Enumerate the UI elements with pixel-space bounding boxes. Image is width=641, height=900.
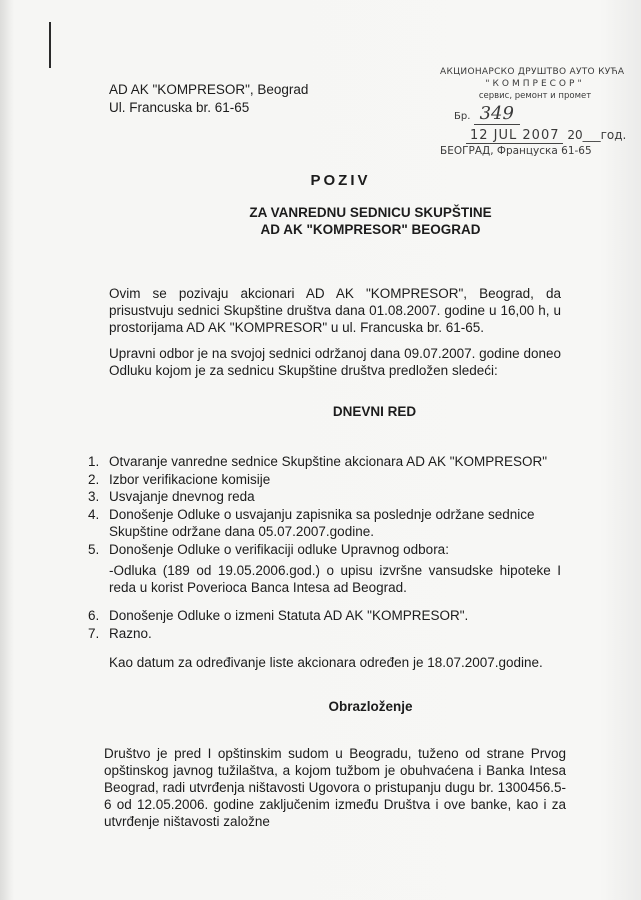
stamp-number-label: Бр. xyxy=(454,111,471,122)
agenda-item: 6. Donošenje Odluke o izmeni Statuta AD AK "KOMPRESOR". xyxy=(88,608,469,623)
record-date-paragraph: Kao datum za određivanje liste akcionara određen je 18.07.2007.godine. xyxy=(109,655,543,670)
stamp-city: БЕОГРАД, Француска 61-65 xyxy=(440,145,592,157)
sender-street: Ul. Francuska br. 61-65 xyxy=(109,100,250,115)
invitation-paragraph: Ovim se pozivaju akcionari AD AK "KOMPRESOR", Beograd, da prisustvuju sednici Skupštine društva dana 01.08.2007. godine u 16,00 h, u prostorijama AD AK "KOMPRESOR" u ul. Francuska br. 61-65. xyxy=(109,286,561,335)
agenda-item: 5. Donošenje Odluke o verifikaciji odluke Upravnog odbora: xyxy=(88,541,449,557)
stamp-year-suffix: 20___год. xyxy=(567,128,627,142)
margin-mark xyxy=(49,22,51,68)
agenda-list xyxy=(88,453,568,558)
board-decision-paragraph: Upravni odbor je na svojoj sednici održanoj dana 09.07.2007. godine doneo Odluku kojom je za sednicu Skupštine društva predložen sledeći: xyxy=(109,346,561,378)
agenda-item: 1. Otvaranje vanredne sednice Skupštine akcionara AD AK "KOMPRESOR" xyxy=(88,454,548,469)
registry-stamp xyxy=(440,66,630,157)
agenda-item: 7. Razno. xyxy=(88,625,152,641)
stamp-date-row xyxy=(466,129,630,142)
stamp-date: 12 JUL 2007 xyxy=(466,128,563,144)
agenda-title: DNEVNI RED xyxy=(332,404,417,419)
document-title: POZIV xyxy=(310,172,371,189)
document-subtitle-1: ZA VANREDNU SEDNICU SKUPŠTINE xyxy=(249,205,492,220)
agenda-item: 3. Usvajanje dnevnog reda xyxy=(88,489,255,504)
agenda-list-continued xyxy=(88,607,568,642)
sender-name: AD AK "KOMPRESOR", Beograd xyxy=(109,82,309,97)
agenda-item-continuation: Skupštine održane dana 05.07.2007.godine. xyxy=(109,524,374,539)
explanation-title: Obrazloženje xyxy=(328,699,413,714)
agenda-sub-item: -Odluka (189 od 19.05.2006.god.) o upisu izvršne vansudske hipoteke I reda u korist Poverioca Banca Intesa ad Beograd. xyxy=(109,563,561,595)
document-subtitle-2: AD AK "KOMPRESOR" BEOGRAD xyxy=(260,222,481,237)
agenda-item: 4. Donošenje Odluke o usvajanju zapisnika sa poslednje održane sednice xyxy=(88,506,535,522)
explanation-paragraph: Društvo je pred I opštinskim sudom u Beogradu, tuženo od strane Prvog opštinskog javnog tužilaštva, a kojom tužbom je obuhvaćena i Banka Intesa Beograd, radi utvrđenja ništavosti Ugovora o pristupanju dugu br. 1300456.5-6 od 12.05.2006. godine zaključenim između Društva i ove banke, kao i za utvrđenje ništavosti založne xyxy=(104,746,566,829)
agenda-item: 2. Izbor verifikacione komisije xyxy=(88,471,271,487)
sender-address xyxy=(109,81,308,117)
stamp-company: АКЦИОНАРСКО ДРУШТВО АУТО КУЋА xyxy=(440,67,625,77)
stamp-activity: сервис, ремонт и промет xyxy=(478,91,592,101)
stamp-number: 349 xyxy=(474,103,520,125)
stamp-brand: "КОМПРЕСОР" xyxy=(485,79,585,89)
stamp-number-row xyxy=(454,103,630,124)
